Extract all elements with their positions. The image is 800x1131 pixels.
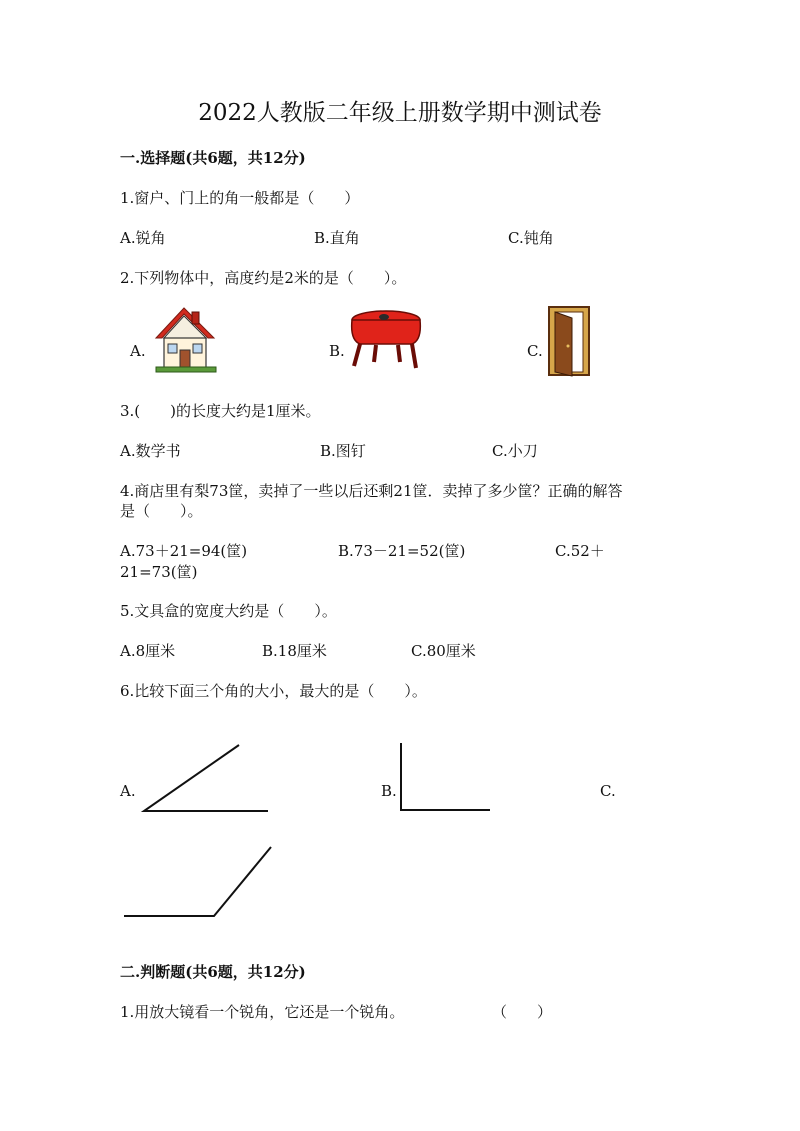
- question-6-option-a: A.: [120, 782, 136, 800]
- question-2-stem: 2.下列物体中，高度约是2米的是（ ）。: [120, 269, 407, 287]
- question-4-option-c-line2: 21=73(筐): [120, 563, 198, 581]
- question-6-option-b: B.: [381, 782, 397, 800]
- question-1-option-a: A.锐角: [120, 229, 166, 247]
- question-3-option-b: B.图钉: [320, 442, 366, 460]
- question-4-option-b: B.73－21=52(筐): [338, 542, 466, 560]
- question-4-stem-line1: 4.商店里有梨73筐，卖掉了一些以后还剩21筐．卖掉了多少筐？正确的解答: [120, 482, 623, 500]
- question-5-option-c: C.80厘米: [411, 642, 476, 660]
- judgement-1-stem: 1.用放大镜看一个锐角，它还是一个锐角。: [120, 1003, 405, 1021]
- question-4-option-a: A.73＋21=94(筐): [120, 542, 248, 560]
- question-2-option-a: A.: [130, 342, 146, 360]
- judgement-1-answer-blank[interactable]: （ ）: [492, 1003, 553, 1021]
- page-title: 2022人教版二年级上册数学期中测试卷: [198, 100, 602, 126]
- question-1-option-c: C.钝角: [508, 229, 554, 247]
- question-1-stem: 1.窗户、门上的角一般都是（ ）: [120, 189, 360, 207]
- question-5-option-b: B.18厘米: [262, 642, 327, 660]
- question-3-stem: 3.( )的长度大约是1厘米。: [120, 402, 321, 420]
- question-4-stem-line2: 是（ ）。: [120, 502, 203, 520]
- question-4-option-c-line1: C.52＋: [555, 542, 605, 560]
- question-3-option-a: A.数学书: [120, 442, 181, 460]
- section-heading-judgement: 二.判断题(共6题，共12分): [120, 963, 306, 981]
- question-6-option-c: C.: [600, 782, 616, 800]
- question-3-option-c: C.小刀: [492, 442, 538, 460]
- question-5-option-a: A.8厘米: [120, 642, 176, 660]
- question-6-stem: 6.比较下面三个角的大小，最大的是（ ）。: [120, 682, 427, 700]
- question-2-option-b: B.: [329, 342, 345, 360]
- question-5-stem: 5.文具盒的宽度大约是（ ）。: [120, 602, 337, 620]
- section-heading-choice: 一.选择题(共6题，共12分): [120, 149, 306, 167]
- question-2-option-c: C.: [527, 342, 543, 360]
- question-1-option-b: B.直角: [314, 229, 360, 247]
